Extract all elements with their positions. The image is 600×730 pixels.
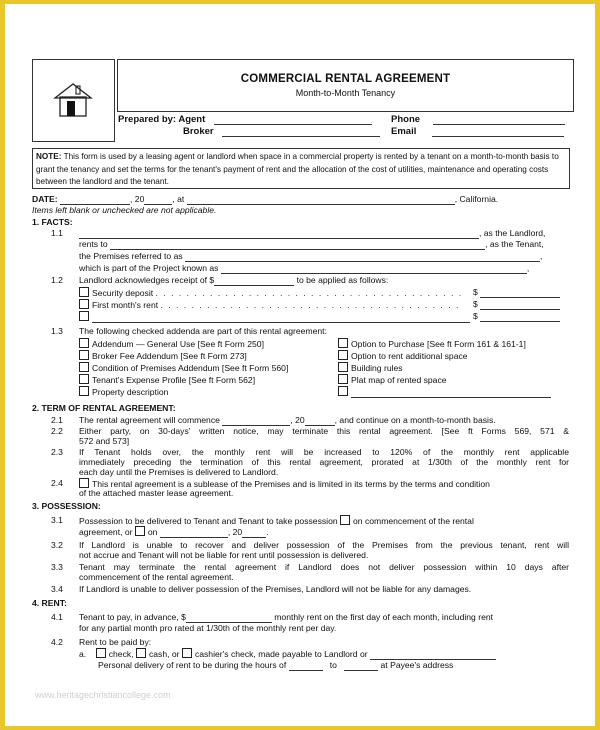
item-a-label: a. — [79, 649, 87, 659]
payment-methods-row — [79, 648, 496, 660]
to-label: to — [329, 660, 337, 670]
commence-line — [79, 415, 496, 426]
rent-monthly-label: monthly rent on the first day of each month, including rent — [274, 612, 494, 622]
phone-row — [391, 114, 565, 125]
commence-year-field[interactable] — [305, 416, 335, 426]
section-1-heading: 1. FACTS: — [32, 217, 73, 227]
security-checkbox[interactable] — [79, 287, 89, 297]
receipt-line — [79, 275, 388, 286]
item-2-2-line-2: 572 and 573] — [79, 436, 130, 446]
date-state-label: , California. — [454, 194, 499, 204]
condition-row — [79, 362, 288, 374]
premises-line: the Premises referred to as , — [79, 251, 543, 261]
item-2-4-number: 2.4 — [51, 478, 63, 488]
security-label: Security deposit — [92, 288, 154, 298]
watermark: www.heritagechristiancollege.com — [35, 690, 171, 700]
item-3-3-number: 3.3 — [51, 562, 63, 572]
broker-row — [183, 126, 380, 137]
item-2-3-line-2: immediately preceding the termination of this rental agreement, prorated at 1/30th of the monthly rent for — [79, 457, 569, 467]
cashiers-check-checkbox[interactable] — [182, 648, 192, 658]
broker-field[interactable] — [222, 127, 380, 137]
prepared-by-row — [118, 114, 372, 125]
possession-on-label: on — [147, 527, 158, 537]
premises-label: the Premises referred to as — [79, 251, 183, 261]
hours-to-field[interactable] — [344, 661, 378, 671]
plat-map-label: Plat map of rented space — [351, 375, 447, 385]
other-addendum-row — [338, 386, 551, 398]
delivery-label: Personal delivery of rent to be during the hours of — [98, 660, 287, 670]
other-checkbox[interactable] — [79, 311, 89, 321]
broker-label: Broker — [183, 126, 214, 137]
rent-line-2: for any partial month pro rated at 1/30th of the monthly rent per day. — [79, 623, 337, 633]
expense-label: Tenant's Expense Profile [See ft Form 562] — [92, 375, 256, 385]
addendum-label: Addendum — General Use [See ft Form 250] — [92, 339, 264, 349]
item-4-2-number: 4.2 — [51, 637, 63, 647]
applied-label: to be applied as follows: — [296, 275, 389, 285]
prepared-by-label: Prepared by: Agent — [118, 114, 206, 125]
possession-date-checkbox[interactable] — [135, 526, 145, 536]
other-addendum-checkbox[interactable] — [338, 386, 348, 396]
rents-to-label: rents to — [79, 239, 108, 249]
document-page — [5, 4, 595, 726]
item-2-4-line-2: of the attached master lease agreement. — [79, 488, 234, 498]
plat-map-checkbox[interactable] — [338, 374, 348, 384]
email-label: Email — [391, 126, 417, 137]
section-4-heading: 4. RENT: — [32, 598, 67, 608]
section-3-heading: 3. POSSESSION: — [32, 501, 101, 511]
project-field[interactable] — [221, 264, 527, 274]
item-4-1-number: 4.1 — [51, 612, 63, 622]
item-3-2-line-2: not accrue and Tenant will not be liable for rent until possession is delivered. — [79, 550, 369, 560]
first-month-amount — [473, 299, 560, 310]
item-3-2-line-1: If Landlord is unable to recover and deliver possession of the Premises from the previous tenant, rent will — [79, 540, 569, 550]
item-3-2-number: 3.2 — [51, 540, 63, 550]
property-desc-label: Property description — [92, 387, 169, 397]
rent-line-1 — [79, 612, 493, 623]
landlord-label: , as the Landlord, — [479, 228, 546, 238]
possession-date-field[interactable] — [160, 528, 228, 538]
note-text: This form is used by a leasing agent or landlord when space in a commercial property is rented by a tenant on a month-to-month basis to grant the tenancy and set the terms for the tenant's payment of rent and the allocation of the cost of utilities, maintenance and operating costs between the landlord and the tenant. — [36, 152, 559, 186]
first-month-checkbox[interactable] — [79, 299, 89, 309]
logo-box — [32, 59, 115, 142]
dollar-sign: $ — [473, 299, 478, 309]
sublease-text: This rental agreement is a sublease of the Premises and is limited in its terms by the terms and condition — [92, 479, 490, 489]
possession-text: Possession to be delivered to Tenant and Tenant to take possession — [79, 516, 338, 526]
section-2-heading: 2. TERM OF RENTAL AGREEMENT: — [32, 403, 176, 413]
condition-label: Condition of Premises Addendum [See ft Form 560] — [92, 363, 289, 373]
email-row — [391, 126, 564, 137]
commence-year-label: , 20 — [290, 415, 305, 425]
email-field[interactable] — [432, 127, 564, 137]
building-rules-row — [338, 362, 403, 374]
rent-amount-label: Tenant to pay, in advance, $ — [79, 612, 186, 622]
other-amount — [473, 311, 560, 322]
security-row: Security deposit . . . . . . . . . . . . . . . . . . . . . . . . . . . . . . . . . . . . . . . . — [79, 287, 463, 299]
item-1-1-number: 1.1 — [51, 228, 63, 238]
first-month-amount-field[interactable] — [480, 300, 560, 310]
title-box — [117, 59, 574, 112]
cashiers-check-label: cashier's check, made payable to Landlord or — [194, 649, 368, 659]
date-line — [32, 194, 572, 205]
security-amount-field[interactable] — [480, 288, 560, 298]
other-addendum-field[interactable] — [351, 388, 551, 398]
security-amount — [473, 287, 560, 298]
note-label: NOTE: — [36, 152, 62, 161]
item-3-3-line-2: commencement of the rental agreement. — [79, 572, 234, 582]
building-rules-checkbox[interactable] — [338, 362, 348, 372]
property-desc-row — [79, 386, 168, 398]
addendum-general-row — [79, 338, 264, 350]
possession-commence-label: on commencement of the rental — [353, 516, 474, 526]
commence-continue-label: , and continue on a month-to-month basis. — [334, 415, 496, 425]
payee-address-label: at Payee's address — [380, 660, 454, 670]
item-2-3-line-1: If Tenant holds over, the monthly rent will be increased to 120% of the monthly rent applicable — [79, 447, 569, 457]
item-3-4-number: 3.4 — [51, 584, 63, 594]
tenant-label: , as the Tenant, — [485, 239, 544, 249]
phone-field[interactable] — [433, 115, 565, 125]
broker-fee-row — [79, 350, 247, 362]
house-icon — [52, 82, 94, 118]
item-2-3-number: 2.3 — [51, 447, 63, 457]
dollar-sign: $ — [473, 287, 478, 297]
broker-fee-label: Broker Fee Addendum [See ft Form 273] — [92, 351, 247, 361]
date-label: DATE: — [32, 194, 58, 204]
document-subtitle: Month-to-Month Tenancy — [295, 88, 396, 98]
option-purchase-row — [338, 338, 526, 350]
item-3-3-line-1: Tenant may terminate the rental agreement if Landlord does not deliver possession within 10 days after — [79, 562, 569, 572]
hours-from-field[interactable] — [289, 661, 323, 671]
tenant-field[interactable] — [110, 240, 485, 250]
blank-note: Items left blank or unchecked are not applicable. — [32, 205, 217, 215]
item-2-2-line-1: Either party, on 30-days' written notice, may terminate this rental agreement. [See ft Forms 569, 571 & — [79, 426, 569, 436]
first-month-label: First month's rent — [92, 300, 159, 310]
item-1-3-number: 1.3 — [51, 326, 63, 336]
receipt-label: Landlord acknowledges receipt of $ — [79, 275, 215, 285]
option-purchase-checkbox[interactable] — [338, 338, 348, 348]
other-amount-field[interactable] — [480, 312, 560, 322]
landlord-line — [79, 228, 545, 239]
item-2-2-number: 2.2 — [51, 426, 63, 436]
building-rules-label: Building rules — [351, 363, 403, 373]
cash-label: cash, or — [148, 649, 180, 659]
item-1-2-number: 1.2 — [51, 275, 63, 285]
first-month-row: First month's rent . . . . . . . . . . . . . . . . . . . . . . . . . . . . . . . . . . . . . . . — [79, 299, 460, 311]
addendum-checkbox[interactable] — [79, 338, 89, 348]
agent-field[interactable] — [214, 115, 372, 125]
other-field[interactable] — [92, 313, 470, 323]
tenant-line — [79, 239, 544, 250]
project-line: which is part of the Project known as , — [79, 263, 530, 273]
item-2-3-line-3: each day until the Premises is delivered to Landlord. — [79, 467, 279, 477]
property-desc-checkbox[interactable] — [79, 386, 89, 396]
premises-field[interactable] — [185, 252, 540, 262]
phone-label: Phone — [391, 114, 421, 125]
rent-paid-label: Rent to be paid by: — [79, 637, 152, 647]
delivery-hours-row — [98, 660, 569, 671]
location-field[interactable] — [187, 195, 455, 205]
possession-year-field[interactable] — [242, 528, 266, 538]
payee-field[interactable] — [370, 650, 496, 660]
option-rent-row — [338, 350, 468, 362]
item-2-1-number: 2.1 — [51, 415, 63, 425]
date-at-label: , at — [172, 194, 185, 204]
item-3-4-text: If Landlord is unable to deliver possession of the Premises, Landlord will not be liable for any damages. — [79, 584, 472, 594]
date-year-label: , 20 — [130, 194, 145, 204]
other-row — [79, 311, 470, 323]
condition-checkbox[interactable] — [79, 362, 89, 372]
possession-or-label: agreement, or — [79, 527, 133, 537]
expense-checkbox[interactable] — [79, 374, 89, 384]
possession-year-label: , 20 — [227, 527, 243, 537]
year-field[interactable] — [144, 195, 172, 205]
possession-line-2: agreement, or on , 20 . — [79, 527, 269, 537]
document-title: COMMERCIAL RENTAL AGREEMENT — [240, 73, 451, 85]
option-rent-label: Option to rent additional space — [351, 351, 468, 361]
option-purchase-label: Option to Purchase [See ft Form 161 & 161-1] — [351, 339, 526, 349]
commence-date-field[interactable] — [222, 416, 290, 426]
date-field[interactable] — [60, 195, 130, 205]
note-box — [32, 148, 570, 189]
addenda-label: The following checked addenda are part of this rental agreement: — [79, 326, 327, 336]
cash-checkbox[interactable] — [136, 648, 146, 658]
expense-row — [79, 374, 255, 386]
possession-commence-checkbox[interactable] — [340, 515, 350, 525]
landlord-field[interactable] — [79, 229, 479, 239]
commence-label: The rental agreement will commence — [79, 415, 220, 425]
item-3-1-number: 3.1 — [51, 515, 63, 525]
plat-map-row — [338, 374, 447, 386]
project-label: which is part of the Project known as — [79, 263, 219, 273]
check-checkbox[interactable] — [96, 648, 106, 658]
dollar-sign: $ — [473, 311, 478, 321]
broker-fee-checkbox[interactable] — [79, 350, 89, 360]
rent-amount-field[interactable] — [186, 613, 272, 623]
option-rent-checkbox[interactable] — [338, 350, 348, 360]
check-label: check, — [108, 649, 134, 659]
sublease-checkbox[interactable] — [79, 478, 89, 488]
receipt-field[interactable] — [214, 276, 294, 286]
